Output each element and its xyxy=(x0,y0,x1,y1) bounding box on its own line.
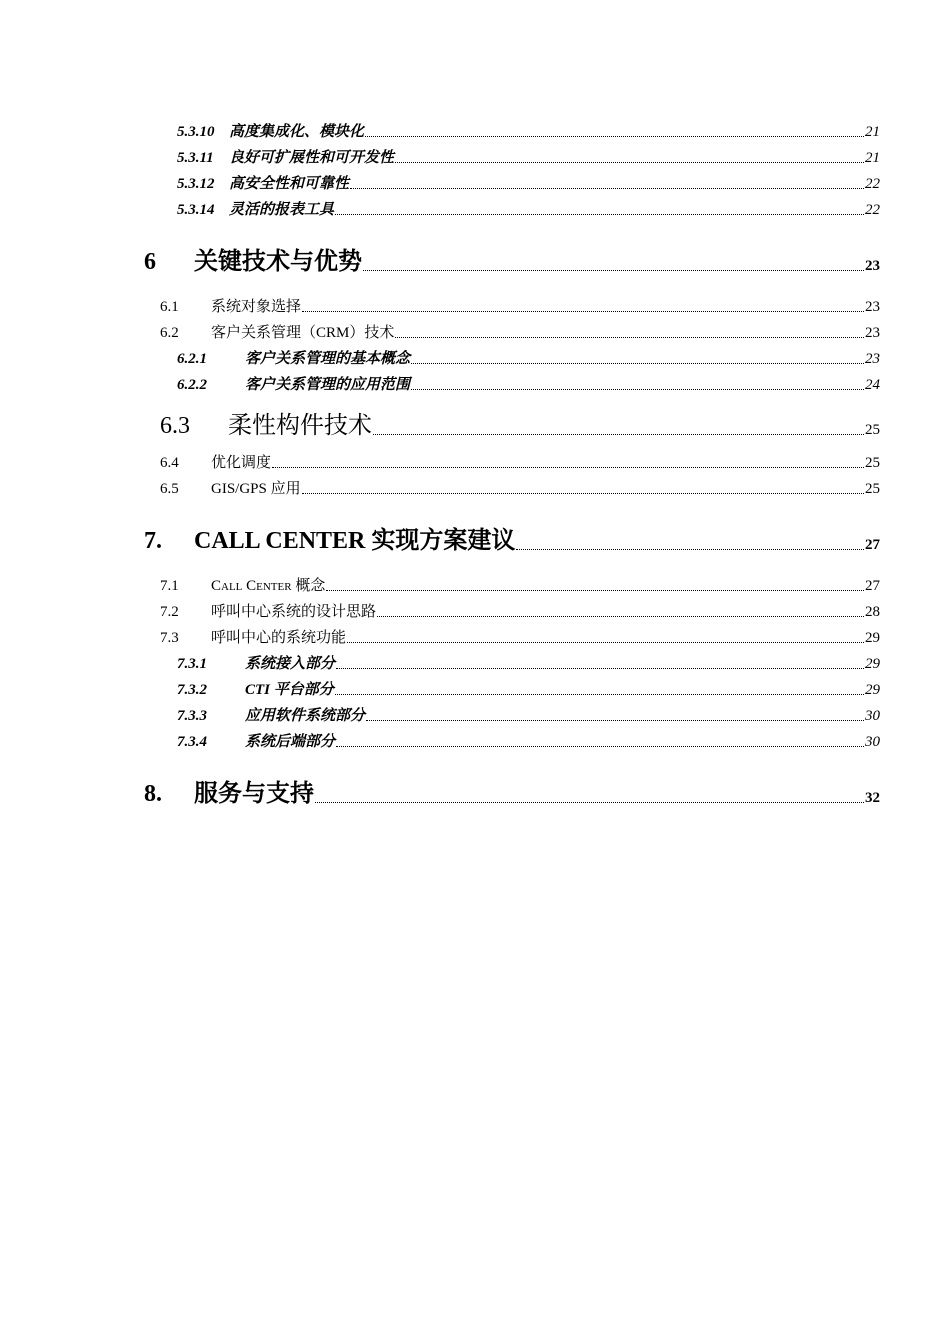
toc-number: 6.4 xyxy=(160,455,179,471)
toc-entry-6-5[interactable] xyxy=(160,477,880,498)
toc-entry-5-3-10[interactable] xyxy=(177,120,880,141)
dot-leader xyxy=(373,434,864,435)
toc-entry-6-3[interactable] xyxy=(160,405,880,440)
toc-page-number: 23 xyxy=(865,258,880,274)
toc-number: 6 xyxy=(144,249,156,275)
toc-title: 高安全性和可靠性 xyxy=(229,176,350,192)
dot-leader xyxy=(411,363,864,364)
dot-leader xyxy=(272,467,864,468)
toc-number: 7.3.1 xyxy=(177,656,207,672)
toc-number: 7.3 xyxy=(160,630,179,646)
toc-entry-6-4[interactable] xyxy=(160,451,880,472)
dot-leader xyxy=(347,642,864,643)
dot-leader xyxy=(335,214,864,215)
toc-title: 客户关系管理（CRM）技术 xyxy=(211,325,395,341)
toc-number: 6.2.2 xyxy=(177,377,207,393)
toc-page-number: 22 xyxy=(865,202,880,218)
toc-page-number: 23 xyxy=(865,351,880,367)
toc-title: 服务与支持 xyxy=(194,781,314,807)
toc-title: Call Center 概念 xyxy=(211,578,326,594)
toc-page-number: 29 xyxy=(865,656,880,672)
toc-entry-6-2[interactable] xyxy=(160,321,880,342)
toc-entry-7-3-2[interactable] xyxy=(177,678,880,699)
toc-title: 呼叫中心的系统功能 xyxy=(211,630,347,646)
toc-title: 系统接入部分 xyxy=(245,656,336,672)
toc-title: 系统对象选择 xyxy=(211,299,302,315)
toc-title: 系统后端部分 xyxy=(245,734,336,750)
toc-page-number: 30 xyxy=(865,708,880,724)
toc-entry-7-3[interactable] xyxy=(160,626,880,647)
toc-title: GIS/GPS 应用 xyxy=(211,481,301,497)
toc-number: 7.1 xyxy=(160,578,179,594)
dot-leader xyxy=(377,616,864,617)
toc-page-number: 21 xyxy=(865,150,880,166)
toc-title: 优化调度 xyxy=(211,455,272,471)
toc-page-number: 25 xyxy=(865,481,880,497)
toc-page-number: 27 xyxy=(865,578,880,594)
toc-title: 关键技术与优势 xyxy=(194,249,362,275)
toc-page-number: 23 xyxy=(865,325,880,341)
toc-number: 7.3.4 xyxy=(177,734,207,750)
toc-title: 良好可扩展性和可开发性 xyxy=(229,150,395,166)
toc-entry-5-3-11[interactable] xyxy=(177,146,880,167)
toc-page-number: 22 xyxy=(865,176,880,192)
dot-leader xyxy=(516,549,864,550)
dot-leader xyxy=(302,493,864,494)
toc-title: 呼叫中心系统的设计思路 xyxy=(211,604,377,620)
dot-leader xyxy=(350,188,864,189)
toc-entry-6-2-2[interactable] xyxy=(177,373,880,394)
toc-number: 5.3.11 xyxy=(177,150,214,166)
toc-page-number: 27 xyxy=(865,537,880,553)
dot-leader xyxy=(395,162,864,163)
toc-title: 客户关系管理的基本概念 xyxy=(245,351,411,367)
toc-entry-6-1[interactable] xyxy=(160,295,880,316)
toc-number: 5.3.14 xyxy=(177,202,215,218)
toc-entry-5-3-14[interactable] xyxy=(177,198,880,219)
toc-entry-7-3-1[interactable] xyxy=(177,652,880,673)
toc-page-number: 24 xyxy=(865,377,880,393)
toc-page-number: 29 xyxy=(865,630,880,646)
toc-number: 7.2 xyxy=(160,604,179,620)
toc-entry-7[interactable] xyxy=(144,520,880,555)
toc-entry-7-3-3[interactable] xyxy=(177,704,880,725)
toc-number: 5.3.10 xyxy=(177,124,215,140)
toc-title: CTI 平台部分 xyxy=(245,682,334,698)
dot-leader xyxy=(326,590,864,591)
toc-number: 7. xyxy=(144,528,162,554)
toc-number: 5.3.12 xyxy=(177,176,215,192)
toc-title: CALL CENTER 实现方案建议 xyxy=(194,528,516,554)
toc-entry-8[interactable] xyxy=(144,773,880,808)
toc-entry-7-1[interactable] xyxy=(160,574,880,595)
toc-number: 6.1 xyxy=(160,299,179,315)
toc-page-number: 32 xyxy=(865,790,880,806)
dot-leader xyxy=(411,389,864,390)
toc-page-number: 21 xyxy=(865,124,880,140)
dot-leader xyxy=(395,337,864,338)
toc-number: 6.2 xyxy=(160,325,179,341)
dot-leader xyxy=(365,136,864,137)
toc-number: 7.3.3 xyxy=(177,708,207,724)
toc-number: 7.3.2 xyxy=(177,682,207,698)
toc-number: 6.3 xyxy=(160,413,190,439)
toc-title: 灵活的报表工具 xyxy=(229,202,335,218)
toc-title: 应用软件系统部分 xyxy=(245,708,366,724)
dot-leader xyxy=(336,746,864,747)
toc-page-number: 30 xyxy=(865,734,880,750)
dot-leader xyxy=(335,694,864,695)
toc-number: 8. xyxy=(144,781,162,807)
toc-page-number: 29 xyxy=(865,682,880,698)
toc-page-number: 25 xyxy=(865,455,880,471)
toc-entry-6-2-1[interactable] xyxy=(177,347,880,368)
toc-entry-6[interactable] xyxy=(144,241,880,276)
toc-title: 高度集成化、模块化 xyxy=(229,124,365,140)
toc-number: 6.5 xyxy=(160,481,179,497)
dot-leader xyxy=(366,720,864,721)
dot-leader xyxy=(315,802,864,803)
toc-number: 6.2.1 xyxy=(177,351,207,367)
toc-title: 柔性构件技术 xyxy=(228,413,372,439)
toc-title: 客户关系管理的应用范围 xyxy=(245,377,411,393)
toc-page-number: 23 xyxy=(865,299,880,315)
dot-leader xyxy=(336,668,864,669)
dot-leader xyxy=(363,270,864,271)
toc-entry-7-3-4[interactable] xyxy=(177,730,880,751)
toc-entry-5-3-12[interactable] xyxy=(177,172,880,193)
dot-leader xyxy=(302,311,864,312)
toc-page-number: 25 xyxy=(865,422,880,438)
toc-page-number: 28 xyxy=(865,604,880,620)
toc-entry-7-2[interactable] xyxy=(160,600,880,621)
